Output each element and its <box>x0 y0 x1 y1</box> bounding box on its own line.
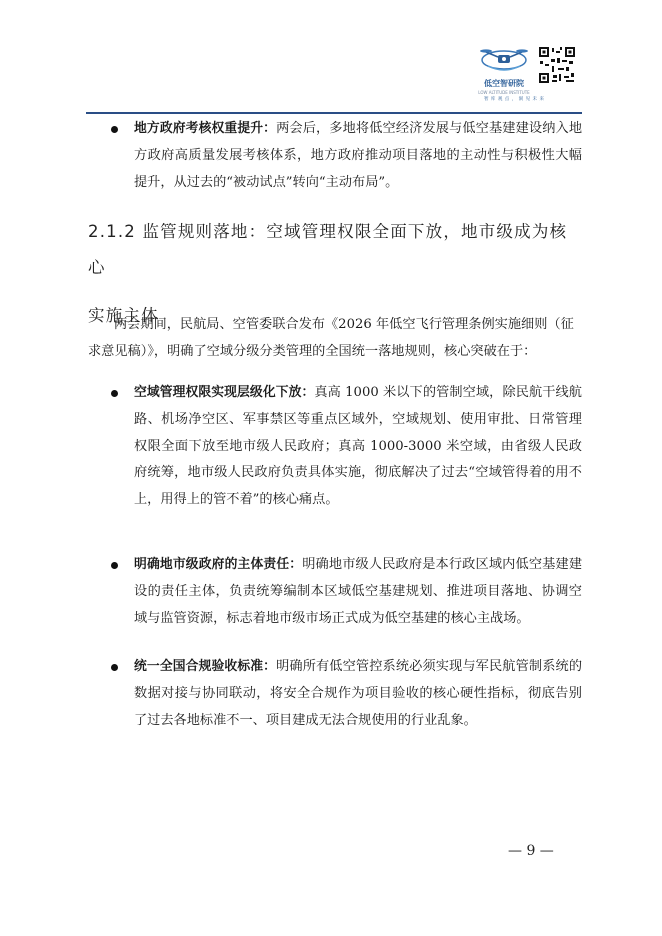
page-number: — 9 — <box>508 843 554 859</box>
bullet-dot-icon <box>111 562 118 569</box>
bullet-dot-icon <box>111 126 118 133</box>
bullet-dot-icon <box>111 390 118 397</box>
bullet-item <box>88 380 582 514</box>
section-heading-line: 2.1.2 监管规则落地：空域管理权限全面下放，地市级成为核心 <box>88 222 568 277</box>
qr-code-icon <box>538 46 576 84</box>
section-heading-line: 实施主体 <box>88 306 159 325</box>
bullet-label: 统一全国合规验收标准： <box>134 659 277 674</box>
bullet-label: 空域管理权限实现层级化下放： <box>134 385 315 400</box>
bullet-text <box>134 380 582 514</box>
bullet-text <box>134 552 582 632</box>
logo-name: 低空智研院 <box>484 79 524 88</box>
bullet-body: 真高 1000 米以下的管制空域，除民航干线航路、机场净空区、军事禁区等重点区域外，空域规划、使用审批、日常管理权限全面下放至地市级人民政府；真高 1000-3000 米空域，由省级人民政府统筹，地市级人民政府负责具体实施，彻底解决了过去“空域管得着的用不上，用得上的管不着”的核心痛点。 <box>134 385 582 508</box>
drone-icon <box>474 44 534 78</box>
bullet-label: 地方政府考核权重提升： <box>134 121 277 136</box>
logo-subtitle: LOW ALTITUDE INSTITUTE <box>478 90 530 95</box>
bullet-item <box>88 116 582 196</box>
intro-paragraph: 两会期间，民航局、空管委联合发布《2026 年低空飞行管理条例实施细则（征求意见稿）》，明确了空域分级分类管理的全国统一落地规则，核心突破在于： <box>88 317 574 359</box>
bullet-text <box>134 654 582 734</box>
bullet-text <box>134 116 582 196</box>
bullet-body: 明确所有低空管控系统必须实现与军民航管制系统的数据对接与协同联动，将安全合规作为项目验收的核心硬性指标，彻底告别了过去各地标准不一、项目建成无法合规使用的行业乱象。 <box>134 659 583 728</box>
bullet-item <box>88 654 582 734</box>
header-slogan: 智 库 观 点 ， 洞 见 未 来 <box>484 97 545 102</box>
bullet-item <box>88 552 582 632</box>
bullet-dot-icon <box>111 664 118 671</box>
header-divider <box>86 112 582 114</box>
bullet-label: 明确地市级政府的主体责任： <box>134 557 303 572</box>
bullet-body: 两会后，多地将低空经济发展与低空基建建设纳入地方政府高质量发展考核体系，地方政府推动项目落地的主动性与积极性大幅提升，从过去的“被动试点”转向“主动布局”。 <box>134 121 583 190</box>
bullet-body: 明确地市级人民政府是本行政区域内低空基建建设的责任主体，负责统筹编制本区域低空基建规划、推进项目落地、协调空域与监管资源，标志着地市级市场正式成为低空基建的核心主战场。 <box>134 557 583 626</box>
page-header <box>0 0 662 112</box>
